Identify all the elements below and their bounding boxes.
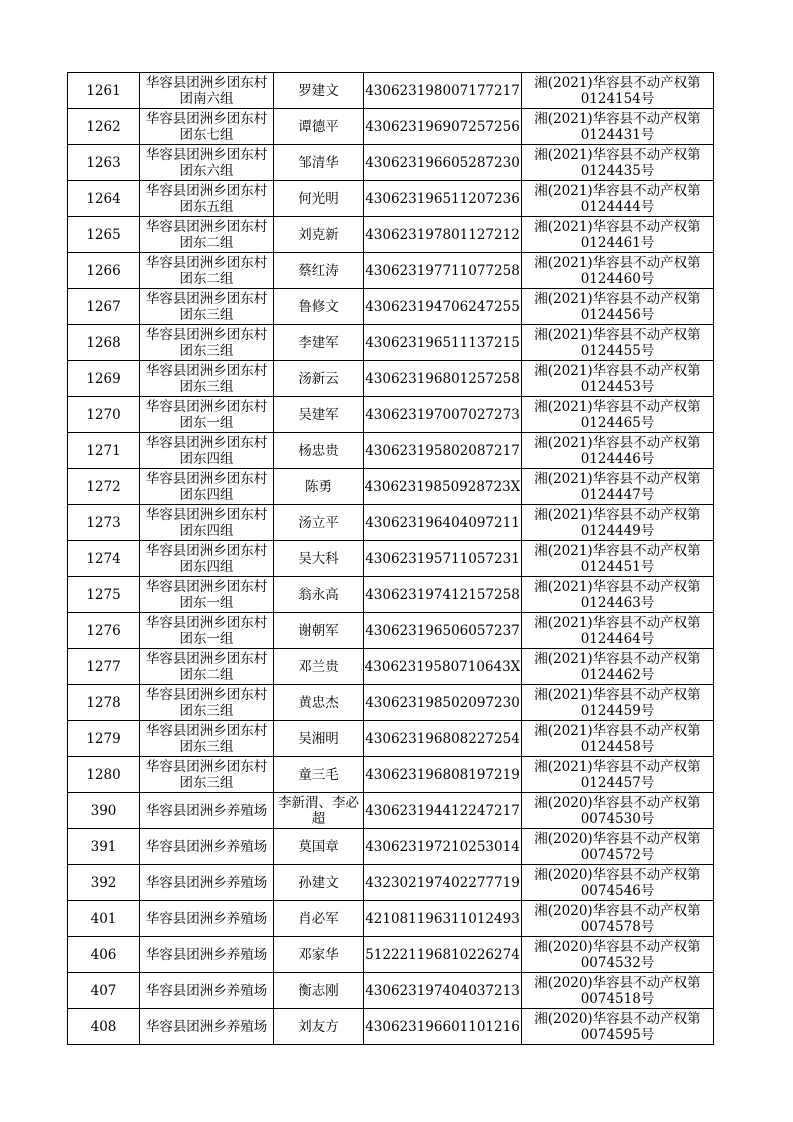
table-row (68, 685, 714, 721)
table-row (68, 613, 714, 649)
id-number-cell: 430623196511137215 (364, 325, 522, 361)
id-number-cell: 430623197404037213 (364, 973, 522, 1009)
row-number-cell: 392 (68, 865, 140, 901)
owner-name-cell: 肖必军 (274, 901, 364, 937)
location-cell: 华容县团洲乡养殖场 (140, 1009, 274, 1045)
owner-name-cell: 陈勇 (274, 469, 364, 505)
row-number-cell: 406 (68, 937, 140, 973)
owner-name-cell: 吴湘明 (274, 721, 364, 757)
table-row (68, 901, 714, 937)
row-number-cell: 401 (68, 901, 140, 937)
id-number-cell: 430623194706247255 (364, 289, 522, 325)
location-cell: 华容县团洲乡养殖场 (140, 865, 274, 901)
location-cell: 华容县团洲乡团东村团东七组 (140, 109, 274, 145)
id-number-cell: 430623197412157258 (364, 577, 522, 613)
id-number-cell: 430623197711077258 (364, 253, 522, 289)
row-number-cell: 1261 (68, 73, 140, 109)
table-row (68, 649, 714, 685)
certificate-number-cell: 湘(2021)华容县不动产权第0124461号 (522, 217, 714, 253)
id-number-cell: 421081196311012493 (364, 901, 522, 937)
certificate-number-cell: 湘(2021)华容县不动产权第0124451号 (522, 541, 714, 577)
row-number-cell: 1263 (68, 145, 140, 181)
table-row (68, 721, 714, 757)
table-row (68, 505, 714, 541)
row-number-cell: 1275 (68, 577, 140, 613)
id-number-cell: 430623198007177217 (364, 73, 522, 109)
certificate-number-cell: 湘(2021)华容县不动产权第0124459号 (522, 685, 714, 721)
row-number-cell: 1264 (68, 181, 140, 217)
location-cell: 华容县团洲乡团东村团东三组 (140, 289, 274, 325)
table-row (68, 973, 714, 1009)
location-cell: 华容县团洲乡团东村团东三组 (140, 685, 274, 721)
table-row (68, 937, 714, 973)
location-cell: 华容县团洲乡团东村团东四组 (140, 505, 274, 541)
table-row (68, 397, 714, 433)
location-cell: 华容县团洲乡团东村团东二组 (140, 217, 274, 253)
location-cell: 华容县团洲乡团东村团东三组 (140, 361, 274, 397)
row-number-cell: 1273 (68, 505, 140, 541)
id-number-cell: 512221196810226274 (364, 937, 522, 973)
owner-name-cell: 邓家华 (274, 937, 364, 973)
records-body (68, 73, 714, 1045)
owner-name-cell: 谢朝军 (274, 613, 364, 649)
id-number-cell: 430623197801127212 (364, 217, 522, 253)
id-number-cell: 430623196605287230 (364, 145, 522, 181)
certificate-number-cell: 湘(2021)华容县不动产权第0124444号 (522, 181, 714, 217)
owner-name-cell: 刘友方 (274, 1009, 364, 1045)
owner-name-cell: 何光明 (274, 181, 364, 217)
table-row (68, 73, 714, 109)
location-cell: 华容县团洲乡团东村团东一组 (140, 613, 274, 649)
certificate-number-cell: 湘(2020)华容县不动产权第0074572号 (522, 829, 714, 865)
row-number-cell: 1280 (68, 757, 140, 793)
id-number-cell: 43062319850928723X (364, 469, 522, 505)
row-number-cell: 408 (68, 1009, 140, 1045)
table-row (68, 469, 714, 505)
owner-name-cell: 谭德平 (274, 109, 364, 145)
certificate-number-cell: 湘(2021)华容县不动产权第0124435号 (522, 145, 714, 181)
row-number-cell: 1266 (68, 253, 140, 289)
location-cell: 华容县团洲乡养殖场 (140, 901, 274, 937)
location-cell: 华容县团洲乡养殖场 (140, 973, 274, 1009)
certificate-number-cell: 湘(2021)华容县不动产权第0124458号 (522, 721, 714, 757)
table-row (68, 325, 714, 361)
row-number-cell: 390 (68, 793, 140, 829)
certificate-number-cell: 湘(2021)华容县不动产权第0124460号 (522, 253, 714, 289)
location-cell: 华容县团洲乡团东村团东四组 (140, 433, 274, 469)
id-number-cell: 432302197402277719 (364, 865, 522, 901)
id-number-cell: 430623194412247217 (364, 793, 522, 829)
location-cell: 华容县团洲乡团东村团东三组 (140, 757, 274, 793)
certificate-number-cell: 湘(2021)华容县不动产权第0124446号 (522, 433, 714, 469)
location-cell: 华容县团洲乡团东村团东四组 (140, 541, 274, 577)
certificate-number-cell: 湘(2020)华容县不动产权第0074595号 (522, 1009, 714, 1045)
owner-name-cell: 刘克新 (274, 217, 364, 253)
certificate-number-cell: 湘(2021)华容县不动产权第0124457号 (522, 757, 714, 793)
owner-name-cell: 童三毛 (274, 757, 364, 793)
location-cell: 华容县团洲乡团东村团东六组 (140, 145, 274, 181)
id-number-cell: 430623196801257258 (364, 361, 522, 397)
certificate-number-cell: 湘(2021)华容县不动产权第0124455号 (522, 325, 714, 361)
owner-name-cell: 黄忠杰 (274, 685, 364, 721)
table-row (68, 109, 714, 145)
table-row (68, 217, 714, 253)
owner-name-cell: 邹清华 (274, 145, 364, 181)
row-number-cell: 1265 (68, 217, 140, 253)
row-number-cell: 1267 (68, 289, 140, 325)
owner-name-cell: 汤新云 (274, 361, 364, 397)
owner-name-cell: 汤立平 (274, 505, 364, 541)
row-number-cell: 407 (68, 973, 140, 1009)
row-number-cell: 391 (68, 829, 140, 865)
owner-name-cell: 吴建军 (274, 397, 364, 433)
row-number-cell: 1277 (68, 649, 140, 685)
owner-name-cell: 蔡红涛 (274, 253, 364, 289)
id-number-cell: 430623197210253014 (364, 829, 522, 865)
location-cell: 华容县团洲乡团东村团东一组 (140, 577, 274, 613)
certificate-number-cell: 湘(2021)华容县不动产权第0124463号 (522, 577, 714, 613)
row-number-cell: 1271 (68, 433, 140, 469)
location-cell: 华容县团洲乡团东村团南六组 (140, 73, 274, 109)
location-cell: 华容县团洲乡养殖场 (140, 937, 274, 973)
id-number-cell: 430623198502097230 (364, 685, 522, 721)
certificate-number-cell: 湘(2020)华容县不动产权第0074546号 (522, 865, 714, 901)
owner-name-cell: 孙建文 (274, 865, 364, 901)
owner-name-cell: 莫国章 (274, 829, 364, 865)
table-row (68, 289, 714, 325)
owner-name-cell: 鲁修文 (274, 289, 364, 325)
location-cell: 华容县团洲乡团东村团东三组 (140, 721, 274, 757)
certificate-number-cell: 湘(2021)华容县不动产权第0124431号 (522, 109, 714, 145)
certificate-number-cell: 湘(2021)华容县不动产权第0124453号 (522, 361, 714, 397)
certificate-number-cell: 湘(2020)华容县不动产权第0074518号 (522, 973, 714, 1009)
certificate-number-cell: 湘(2021)华容县不动产权第0124464号 (522, 613, 714, 649)
table-row (68, 865, 714, 901)
row-number-cell: 1279 (68, 721, 140, 757)
location-cell: 华容县团洲乡团东村团东五组 (140, 181, 274, 217)
certificate-number-cell: 湘(2020)华容县不动产权第0074578号 (522, 901, 714, 937)
table-row (68, 253, 714, 289)
certificate-number-cell: 湘(2021)华容县不动产权第0124462号 (522, 649, 714, 685)
table-row (68, 361, 714, 397)
id-number-cell: 430623196601101216 (364, 1009, 522, 1045)
id-number-cell: 430623195802087217 (364, 433, 522, 469)
id-number-cell: 430623196808197219 (364, 757, 522, 793)
owner-name-cell: 李新渭、李必超 (274, 793, 364, 829)
row-number-cell: 1268 (68, 325, 140, 361)
id-number-cell: 430623196808227254 (364, 721, 522, 757)
location-cell: 华容县团洲乡团东村团东一组 (140, 397, 274, 433)
certificate-number-cell: 湘(2021)华容县不动产权第0124456号 (522, 289, 714, 325)
location-cell: 华容县团洲乡团东村团东二组 (140, 649, 274, 685)
table-row (68, 829, 714, 865)
row-number-cell: 1272 (68, 469, 140, 505)
owner-name-cell: 吴大科 (274, 541, 364, 577)
records-table (67, 72, 714, 1045)
id-number-cell: 43062319580710643X (364, 649, 522, 685)
owner-name-cell: 杨忠贵 (274, 433, 364, 469)
row-number-cell: 1262 (68, 109, 140, 145)
id-number-cell: 430623196506057237 (364, 613, 522, 649)
owner-name-cell: 衡志刚 (274, 973, 364, 1009)
location-cell: 华容县团洲乡养殖场 (140, 793, 274, 829)
table-row (68, 793, 714, 829)
table-row (68, 757, 714, 793)
row-number-cell: 1269 (68, 361, 140, 397)
certificate-number-cell: 湘(2021)华容县不动产权第0124154号 (522, 73, 714, 109)
id-number-cell: 430623196511207236 (364, 181, 522, 217)
table-row (68, 541, 714, 577)
table-row (68, 1009, 714, 1045)
table-row (68, 433, 714, 469)
id-number-cell: 430623196404097211 (364, 505, 522, 541)
owner-name-cell: 罗建文 (274, 73, 364, 109)
table-row (68, 577, 714, 613)
table-row (68, 145, 714, 181)
certificate-number-cell: 湘(2020)华容县不动产权第0074532号 (522, 937, 714, 973)
location-cell: 华容县团洲乡团东村团东三组 (140, 325, 274, 361)
id-number-cell: 430623196907257256 (364, 109, 522, 145)
certificate-number-cell: 湘(2021)华容县不动产权第0124465号 (522, 397, 714, 433)
location-cell: 华容县团洲乡团东村团东二组 (140, 253, 274, 289)
row-number-cell: 1276 (68, 613, 140, 649)
id-number-cell: 430623197007027273 (364, 397, 522, 433)
location-cell: 华容县团洲乡团东村团东四组 (140, 469, 274, 505)
owner-name-cell: 邓兰贵 (274, 649, 364, 685)
owner-name-cell: 李建军 (274, 325, 364, 361)
table-row (68, 181, 714, 217)
location-cell: 华容县团洲乡养殖场 (140, 829, 274, 865)
certificate-number-cell: 湘(2020)华容县不动产权第0074530号 (522, 793, 714, 829)
id-number-cell: 430623195711057231 (364, 541, 522, 577)
certificate-number-cell: 湘(2021)华容县不动产权第0124449号 (522, 505, 714, 541)
row-number-cell: 1274 (68, 541, 140, 577)
row-number-cell: 1270 (68, 397, 140, 433)
owner-name-cell: 翁永高 (274, 577, 364, 613)
certificate-number-cell: 湘(2021)华容县不动产权第0124447号 (522, 469, 714, 505)
row-number-cell: 1278 (68, 685, 140, 721)
